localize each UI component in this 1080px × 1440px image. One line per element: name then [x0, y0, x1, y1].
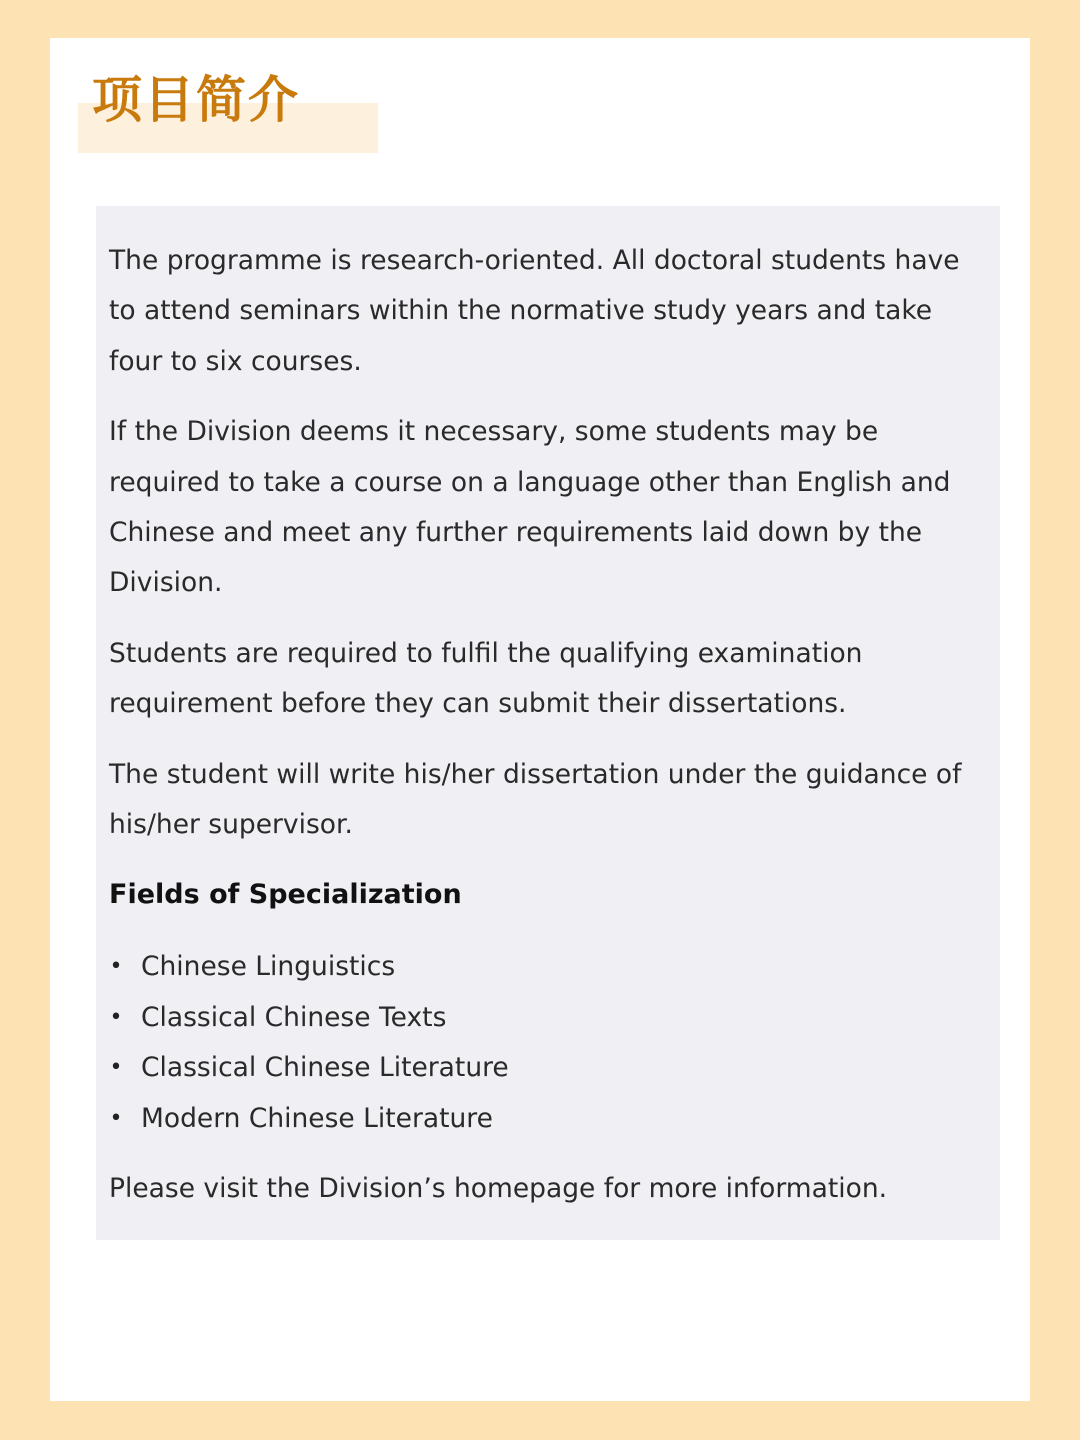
fields-list — [109, 942, 988, 1144]
list-item — [109, 1094, 988, 1144]
bullet-icon: • — [109, 1004, 123, 1030]
field-label: Modern Chinese Literature — [141, 1102, 493, 1134]
content-card — [50, 38, 1030, 1401]
bullet-icon: • — [109, 1105, 123, 1131]
closing-note: Please visit the Division’s homepage for more information. — [109, 1173, 888, 1205]
fields-heading: Fields of Specialization — [109, 879, 462, 911]
paragraph-language-requirement: If the Division deems it necessary, some students may be required to take a course on a language other than English and Chinese and meet any further requirements laid down by the Division. — [109, 416, 951, 599]
field-label: Classical Chinese Literature — [141, 1052, 509, 1084]
list-item — [109, 942, 988, 992]
field-label: Chinese Linguistics — [141, 951, 396, 983]
paragraph-research-oriented: The programme is research-oriented. All doctoral students have to attend seminars within the normative study years and take four to six courses. — [109, 245, 960, 377]
page-title: 项目简介 — [92, 71, 300, 129]
bullet-icon: • — [109, 1055, 123, 1081]
list-item — [109, 993, 988, 1043]
programme-description — [96, 206, 1000, 1240]
paragraph-qualifying-exam: Students are required to fulfil the qualifying examination requirement before they can submit their dissertations. — [109, 637, 863, 720]
paragraph-dissertation: The student will write his/her dissertation under the guidance of his/her supervisor. — [109, 758, 962, 841]
field-label: Classical Chinese Texts — [141, 1001, 447, 1033]
list-item — [109, 1043, 988, 1093]
bullet-icon: • — [109, 954, 123, 980]
